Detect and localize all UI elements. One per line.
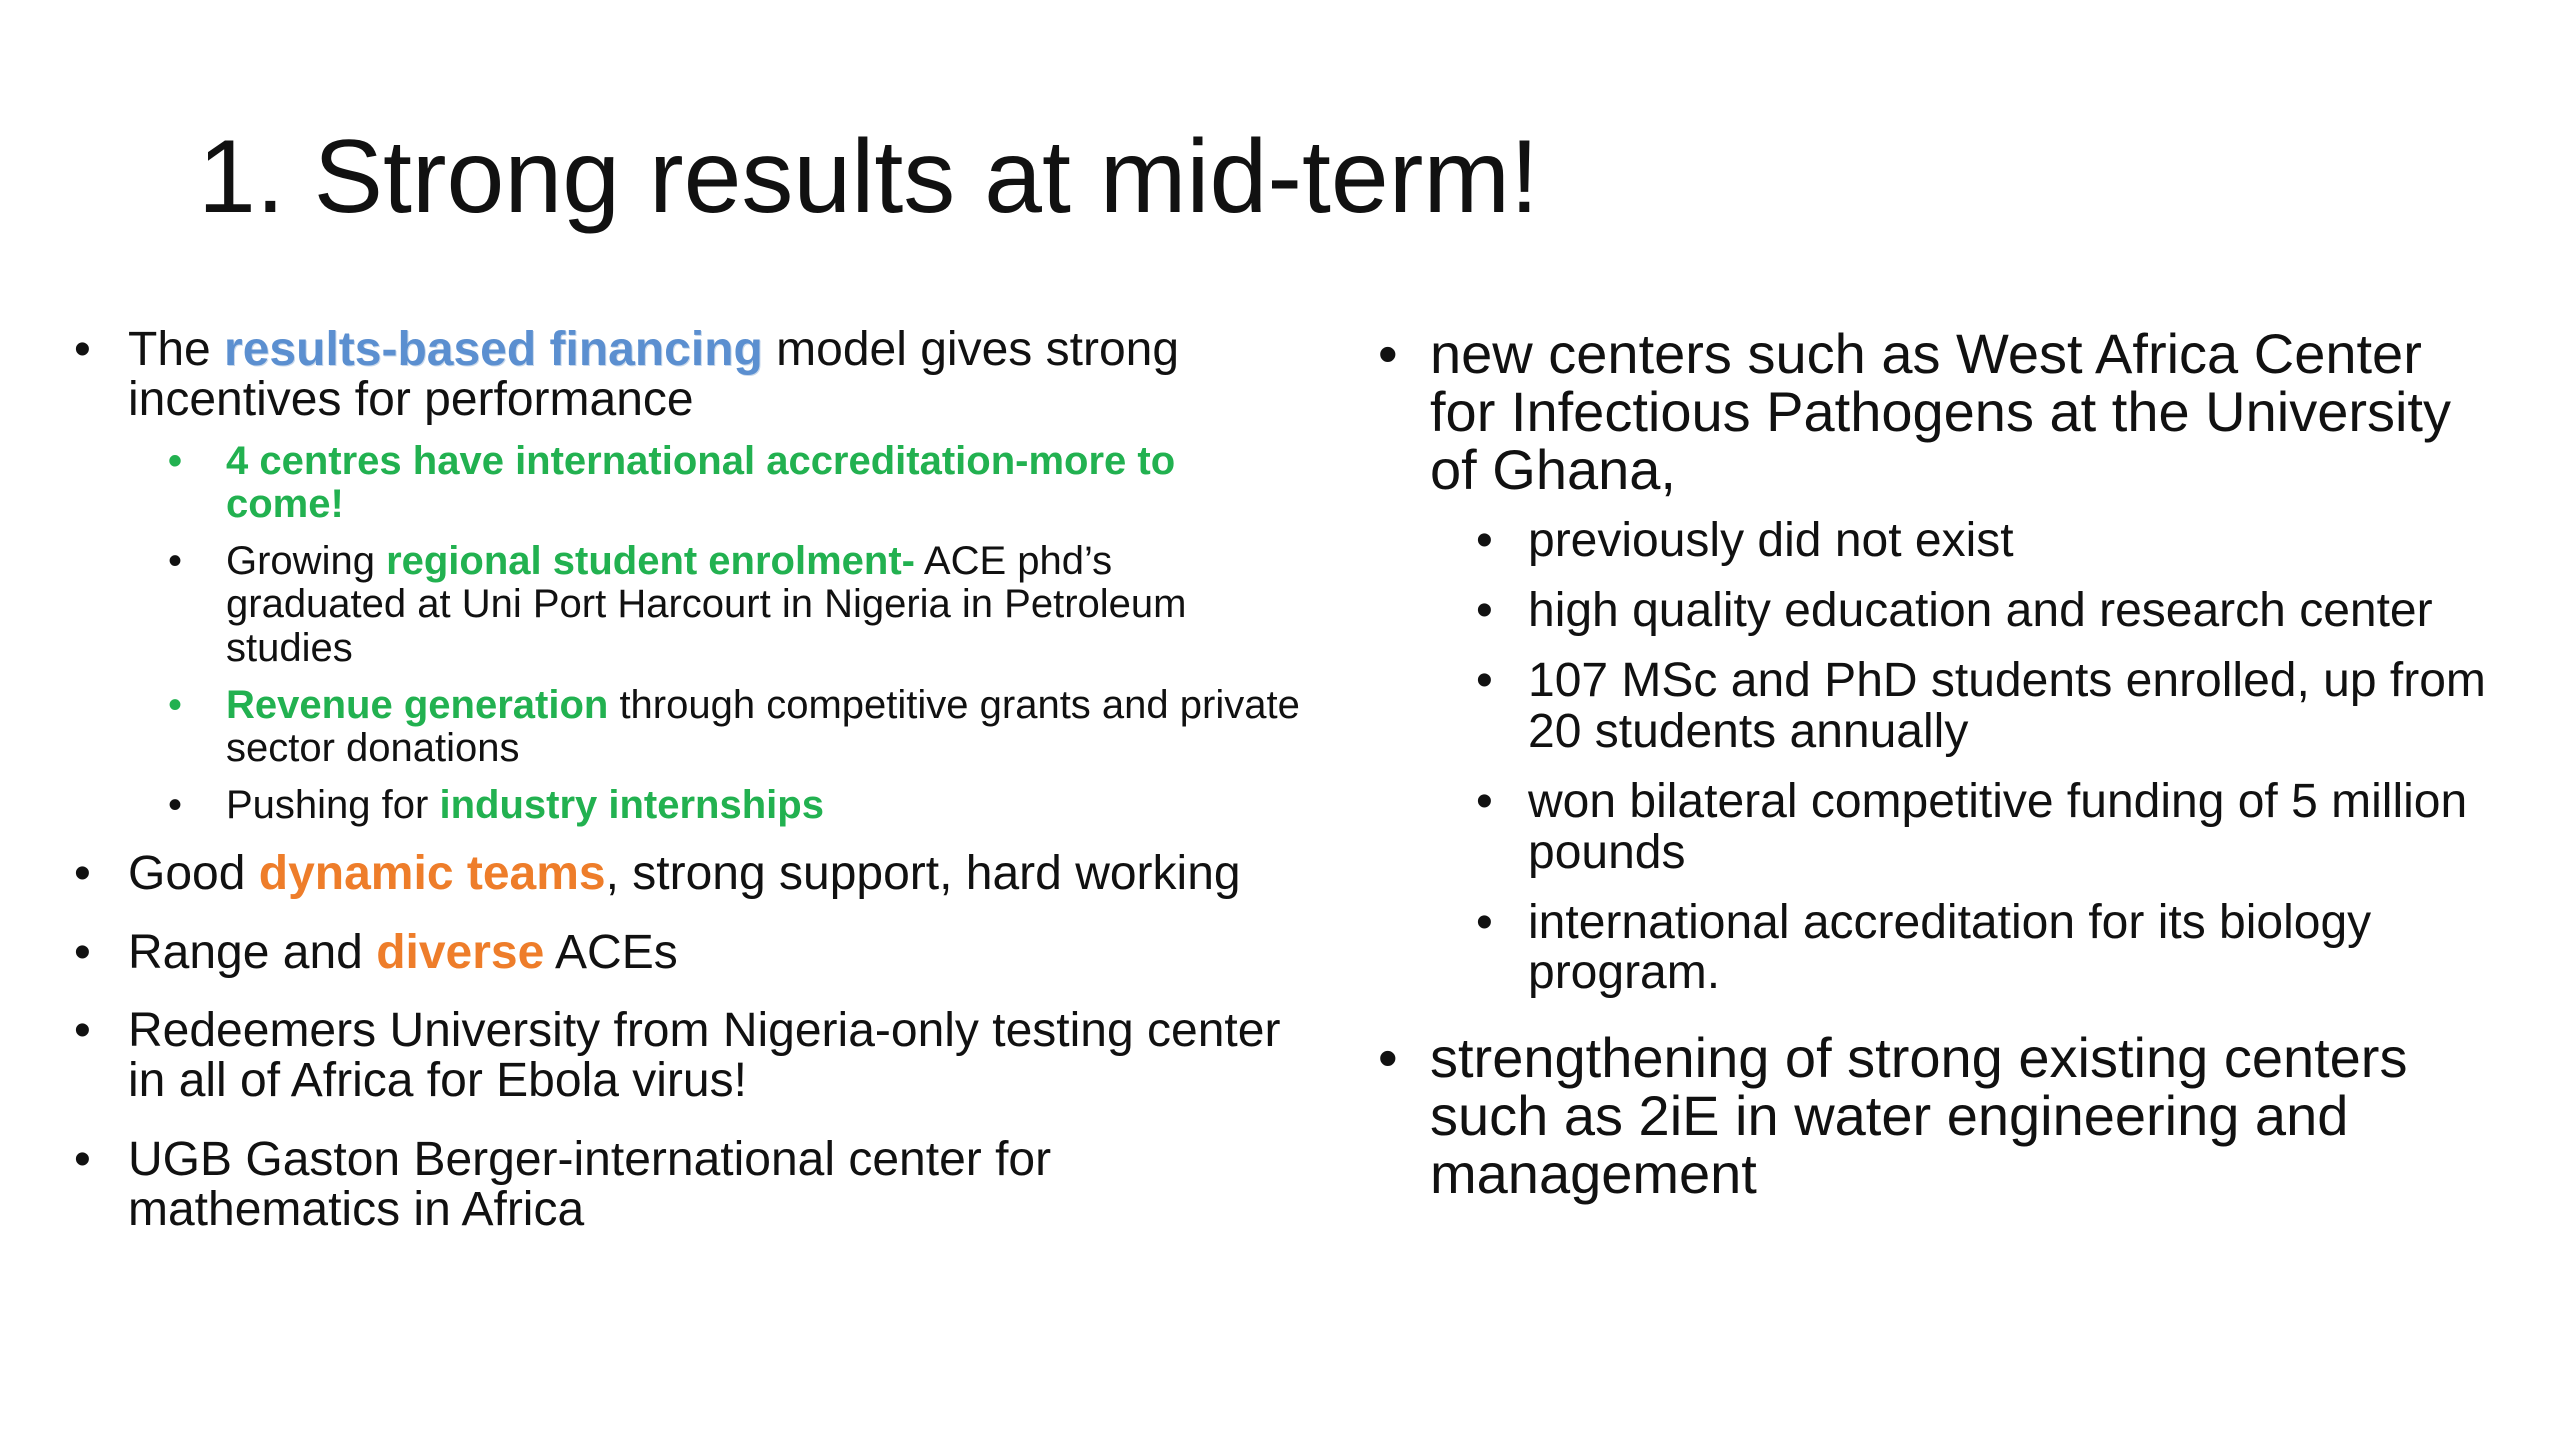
sub-bullet-high-quality-education: • high quality education and research center bbox=[1430, 586, 2498, 636]
left-column bbox=[70, 325, 1300, 1264]
sub-bullet-text-pre: Pushing for bbox=[226, 783, 440, 828]
sub-bullet-text-pre: Growing bbox=[226, 539, 387, 584]
bullet-dynamic-teams bbox=[70, 849, 1300, 899]
sub-bullet-bilateral-funding: • won bilateral competitive funding of 5 million pounds bbox=[1430, 777, 2498, 878]
sub-bullet-text-post: ACE phd’s graduated at Uni Port Harcourt in Nigeria in Petroleum studies bbox=[226, 539, 1187, 670]
sub-bullet-text-post: through competitive grants and private sector donations bbox=[226, 682, 1300, 770]
sub-bullet-accreditation: • 4 centres have international accreditation-more to come! bbox=[128, 440, 1300, 526]
bullet-text-post: model gives strong incentives for performance bbox=[128, 323, 1180, 427]
highlight-diverse: diverse bbox=[376, 925, 545, 979]
slide-title: 1. Strong results at mid-term! bbox=[198, 119, 1539, 235]
sub-bullet-students-enrolled: • 107 MSc and PhD students enrolled, up from 20 students annually bbox=[1430, 656, 2498, 757]
bullet-text-pre: Range and bbox=[128, 925, 377, 979]
right-column bbox=[1378, 322, 2498, 1234]
bullet-text: new centers such as West Africa Center for Infectious Pathogens at the University of Ghana, bbox=[1430, 322, 2451, 502]
sub-bullet-student-enrolment bbox=[128, 540, 1300, 670]
right-bullet-list bbox=[1378, 322, 2498, 1206]
results-sub-list bbox=[128, 440, 1300, 828]
bullet-redeemers-university: • Redeemers University from Nigeria-only testing center in all of Africa for Ebola virus! bbox=[70, 1006, 1300, 1107]
highlight-regional-enrolment: regional student enrolment- bbox=[386, 539, 915, 584]
new-centers-sub-list bbox=[1430, 513, 2498, 1000]
highlight-revenue-generation: Revenue generation bbox=[226, 682, 609, 727]
highlight-results-based-financing: results-based financing bbox=[224, 323, 763, 376]
sub-bullet-revenue-generation bbox=[128, 684, 1300, 770]
bullet-text-post: , strong support, hard working bbox=[605, 847, 1241, 901]
sub-bullet-biology-accreditation: • international accreditation for its biology program. bbox=[1430, 898, 2498, 999]
sub-bullet-industry-internships bbox=[128, 784, 1300, 827]
bullet-text-pre: Good bbox=[128, 847, 259, 901]
highlight-industry-internships: industry internships bbox=[439, 783, 824, 828]
bullet-ugb-gaston-berger: • UGB Gaston Berger-international center for mathematics in Africa bbox=[70, 1135, 1300, 1236]
bullet-new-centers bbox=[1378, 322, 2498, 1000]
highlight-dynamic-teams: dynamic teams bbox=[258, 847, 606, 901]
bullet-strengthening-existing: • strengthening of strong existing centers such as 2iE in water engineering and management bbox=[1378, 1029, 2498, 1204]
left-bullet-list bbox=[70, 325, 1300, 1236]
bullet-results-based-financing bbox=[70, 325, 1300, 827]
sub-bullet-previously-not-exist: • previously did not exist bbox=[1430, 516, 2498, 566]
bullet-text-post: ACEs bbox=[544, 925, 678, 979]
bullet-text-pre: The bbox=[128, 323, 225, 376]
bullet-diverse-aces bbox=[70, 925, 1300, 979]
